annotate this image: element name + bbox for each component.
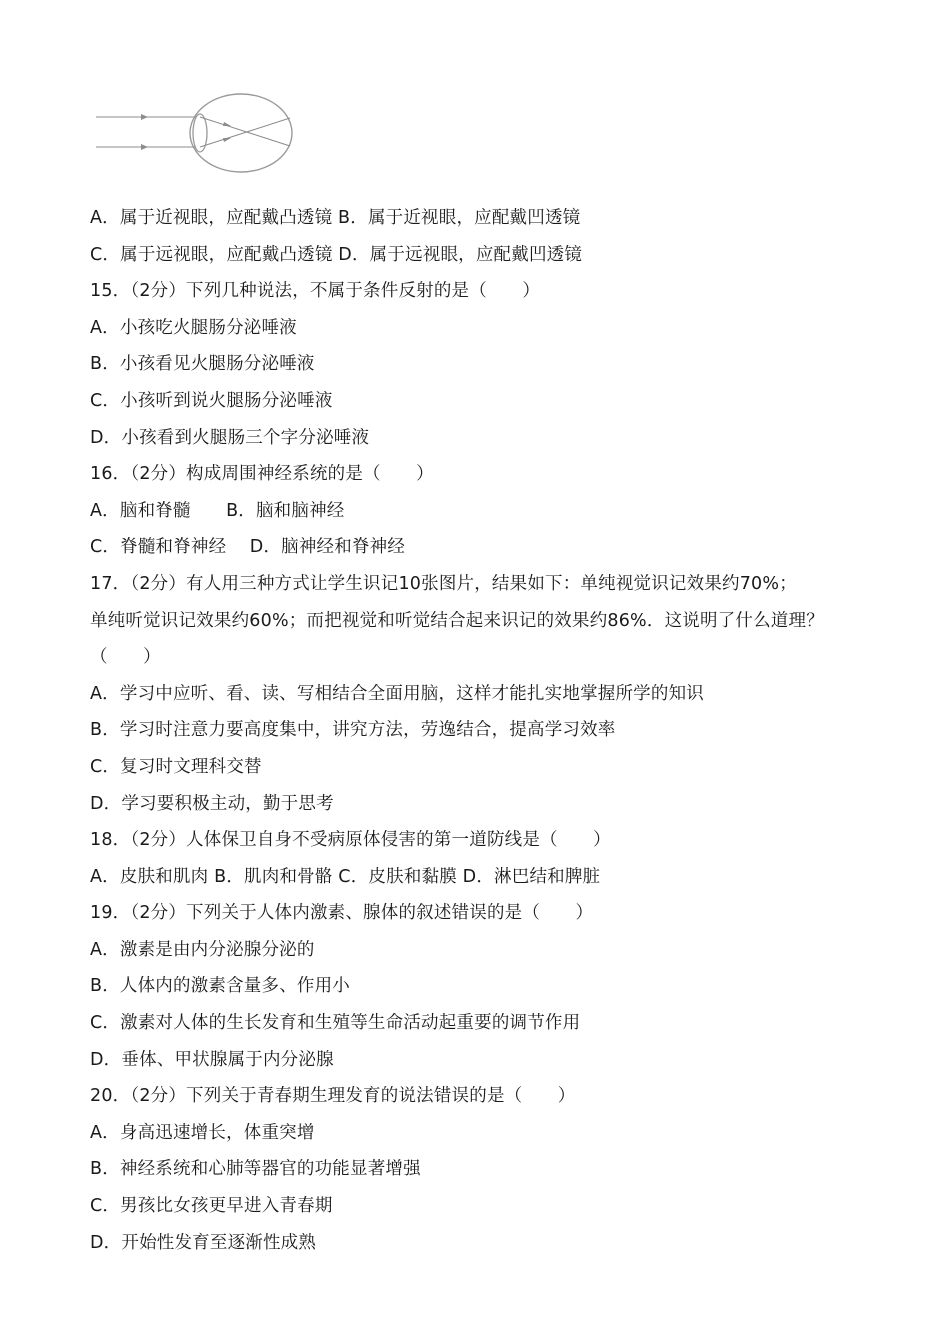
option-19d: D．垂体、甲状腺属于内分泌腺 bbox=[90, 1049, 334, 1070]
option-15b: B．小孩看见火腿肠分泌唾液 bbox=[90, 354, 315, 375]
option-18abcd: A．皮肤和肌肉 B．肌肉和骨骼 C．皮肤和黏膜 D．淋巴结和脾脏 bbox=[90, 866, 601, 887]
question-16: 16．（2分）构成周围神经系统的是（ ） bbox=[90, 464, 434, 485]
question-17-line3: （ ） bbox=[90, 647, 161, 668]
option-line-14cd: C．属于远视眼，应配戴凸透镜 D．属于远视眼，应配戴凹透镜 bbox=[90, 244, 583, 265]
option-17c: C．复习时文理科交替 bbox=[90, 756, 262, 777]
option-20a: A．身高迅速增长，体重突增 bbox=[90, 1122, 315, 1143]
option-19c: C．激素对人体的生长发育和生殖等生命活动起重要的调节作用 bbox=[90, 1013, 581, 1034]
option-15a: A．小孩吃火腿肠分泌唾液 bbox=[90, 317, 297, 338]
arrow-icon bbox=[141, 114, 148, 120]
diverging-ray-bottom bbox=[256, 118, 290, 129]
option-19b: B．人体内的激素含量多、作用小 bbox=[90, 976, 351, 997]
option-20d: D．开始性发育至逐渐性成熟 bbox=[90, 1232, 317, 1253]
arrow-icon bbox=[141, 144, 148, 150]
diverging-ray-top bbox=[256, 135, 290, 146]
option-20b: B．神经系统和心肺等器官的功能显著增强 bbox=[90, 1159, 421, 1180]
question-17-line1: 17．（2分）有人用三种方式让学生识记10张图片，结果如下：单纯视觉识记效果约70%； bbox=[90, 573, 797, 594]
option-17a: A．学习中应听、看、读、写相结合全面用脑，这样才能扎实地掌握所学的知识 bbox=[90, 683, 704, 704]
option-19a: A．激素是由内分泌腺分泌的 bbox=[90, 939, 315, 960]
lens-shape bbox=[193, 114, 207, 152]
option-15c: C．小孩听到说火腿肠分泌唾液 bbox=[90, 390, 333, 411]
arrow-icon bbox=[223, 122, 231, 126]
eyeball-outline bbox=[190, 94, 292, 172]
eye-diagram bbox=[96, 90, 296, 176]
question-19: 19．（2分）下列关于人体内激素、腺体的叙述错误的是（ ） bbox=[90, 903, 594, 924]
question-17-line2: 单纯听觉识记效果约60%；而把视觉和听觉结合起来识记的效果约86%．这说明了什么道理？ bbox=[90, 610, 824, 631]
option-17d: D．学习要积极主动，勤于思考 bbox=[90, 793, 334, 814]
question-text bbox=[90, 200, 910, 1261]
option-17b: B．学习时注意力要高度集中，讲究方法，劳逸结合，提高学习效率 bbox=[90, 720, 616, 741]
option-16cd: C．脊髓和脊神经 D．脑神经和脊神经 bbox=[90, 537, 406, 558]
question-20: 20．（2分）下列关于青春期生理发育的说法错误的是（ ） bbox=[90, 1086, 576, 1107]
question-18: 18．（2分）人体保卫自身不受病原体侵害的第一道防线是（ ） bbox=[90, 830, 611, 851]
option-16ab: A．脑和脊髓 B．脑和脑神经 bbox=[90, 500, 345, 521]
arrow-icon bbox=[223, 138, 231, 142]
option-15d: D．小孩看到火腿肠三个字分泌唾液 bbox=[90, 427, 370, 448]
option-line-14ab: A．属于近视眼，应配戴凸透镜 B．属于近视眼，应配戴凹透镜 bbox=[90, 208, 581, 228]
question-15: 15．（2分）下列几种说法，不属于条件反射的是（ ） bbox=[90, 281, 541, 302]
option-20c: C．男孩比女孩更早进入青春期 bbox=[90, 1196, 333, 1217]
